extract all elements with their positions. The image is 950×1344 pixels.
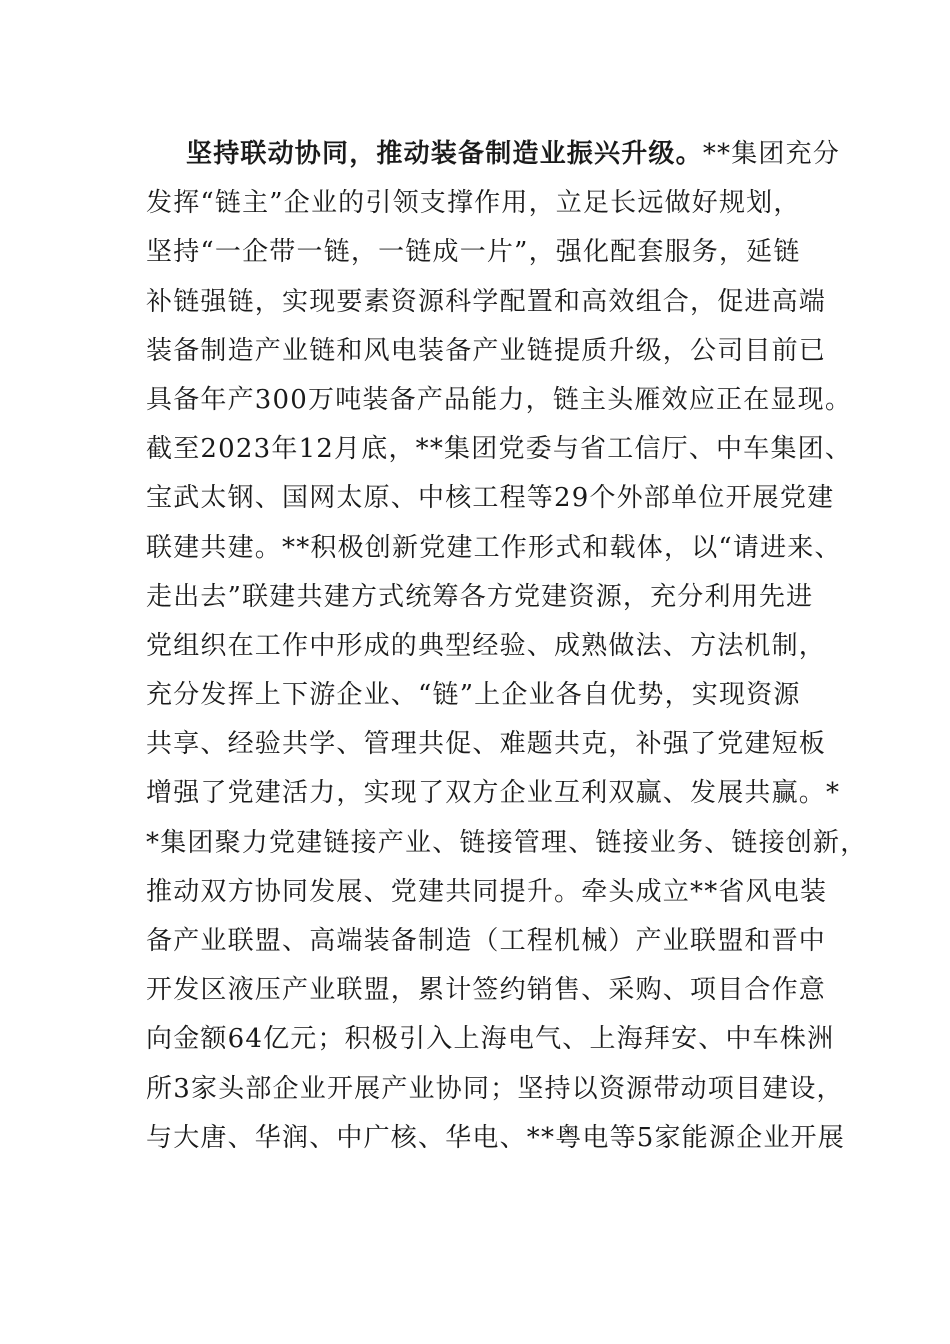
paragraph-line-text: **集团充分 [702,139,841,169]
paragraph-heading: 坚持联动协同，推动装备制造业振兴升级。 [186,139,703,169]
paragraph-line: 向金额64亿元；积极引入上海电气、上海拜安、中车株洲 [146,1024,835,1055]
paragraph-line: 充分发挥上下游企业、“链”上企业各自优势，实现资源 [146,680,801,711]
paragraph-line: 共享、经验共学、管理共促、难题共克，补强了党建短板 [146,729,827,760]
paragraph-line: 联建共建。**积极创新党建工作形式和载体，以“请进来、 [146,532,842,563]
paragraph-line: 推动双方协同发展、党建共同提升。牵头成立**省风电装 [146,876,828,907]
paragraph-line: 装备制造产业链和风电装备产业链提质升级，公司目前已 [146,335,827,366]
paragraph-line: 走出去”联建共建方式统筹各方党建资源，充分利用先进 [146,581,814,612]
paragraph-line: 备产业联盟、高端装备制造（工程机械）产业联盟和晋中 [146,926,827,956]
paragraph-line: 开发区液压产业联盟，累计签约销售、采购、项目合作意 [146,975,827,1006]
body-paragraph [146,130,868,1163]
paragraph-line: *集团聚力党建链接产业、链接管理、链接业务、链接创新， [146,827,868,858]
paragraph-line: 宝武太钢、国网太原、中核工程等29个外部单位开展党建 [146,483,835,514]
paragraph-line: 坚持“一企带一链，一链成一片”，强化配套服务，延链 [146,237,801,268]
paragraph-line: 所3家头部企业开展产业协同；坚持以资源带动项目建设， [146,1073,844,1104]
paragraph-line: 截至2023年12月底，**集团党委与省工信厅、中车集团、 [146,434,853,465]
paragraph-line: 发挥“链主”企业的引领支撑作用，立足长远做好规划， [146,188,801,219]
paragraph-line [146,130,841,179]
paragraph-line: 增强了党建活力，实现了双方企业互利双赢、发展共赢。* [146,778,841,809]
paragraph-line: 具备年产300万吨装备产品能力，链主头雁效应正在显现。 [146,384,853,415]
paragraph-line: 党组织在工作中形成的典型经验、成熟做法、方法机制， [146,630,827,661]
paragraph-line: 与大唐、华润、中广核、华电、**粤电等5家能源企业开展 [146,1122,845,1153]
paragraph-line: 补链强链，实现要素资源科学配置和高效组合，促进高端 [146,286,827,317]
